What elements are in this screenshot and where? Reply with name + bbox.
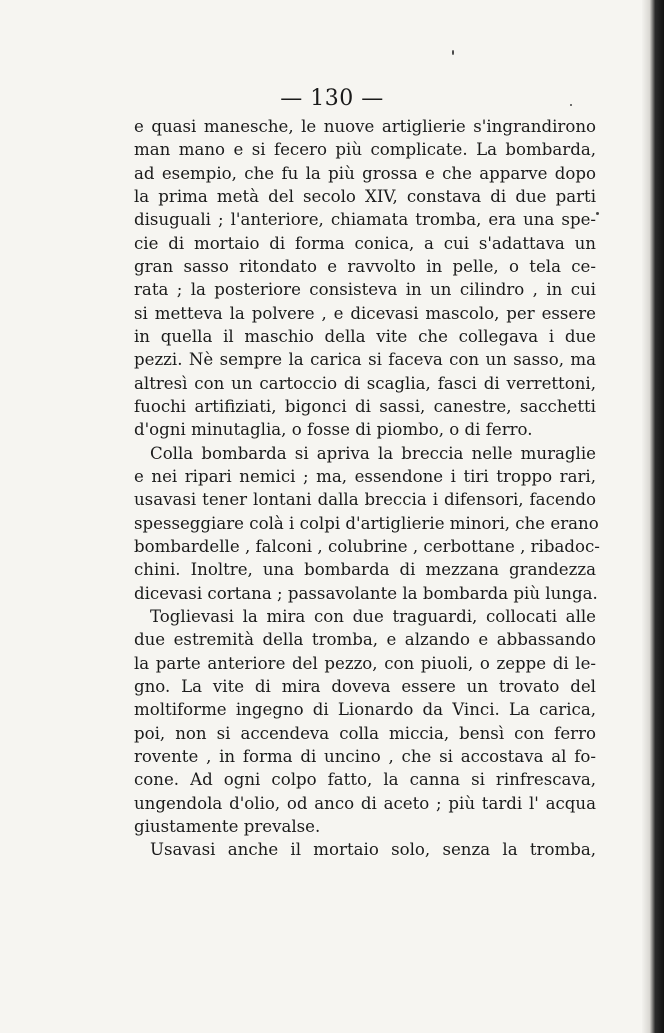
- paragraph: [134, 442, 600, 605]
- text-line: la prima metà del secolo XIV, constava di due parti: [134, 186, 596, 206]
- text-line: rovente , in forma di uncino , che si accostava al fo-: [134, 746, 596, 766]
- text-line: bombardelle , falconi , colubrine , cerbottane , ribadoc-: [134, 536, 600, 556]
- text-line: spesseggiare colà i colpi d'artiglierie minori, che erano: [134, 513, 599, 533]
- text-line: usavasi tener lontani dalla breccia i difensori, facendo: [134, 490, 596, 510]
- page-number: — 130 —: [280, 86, 384, 111]
- text-line: d'ogni minutaglia, o fosse di piombo, o di ferro.: [134, 420, 533, 440]
- text-line: Colla bombarda si apriva la breccia nelle muraglie: [150, 443, 596, 463]
- text-line: gno. La vite di mira doveva essere un trovato del: [134, 676, 596, 696]
- paragraph: [134, 115, 596, 442]
- text-line: disuguali ; l'anteriore, chiamata tromba, era una spe-: [134, 210, 596, 230]
- text-line: Usavasi anche il mortaio solo, senza la tromba,: [150, 840, 596, 860]
- text-line: cie di mortaio di forma conica, a cui s'adattava un: [134, 233, 596, 253]
- ink-speck: [452, 50, 454, 55]
- text-line: due estremità della tromba, e alzando e abbassando: [134, 630, 596, 650]
- text-line: giustamente prevalse.: [134, 816, 321, 836]
- ink-speck: [596, 212, 599, 215]
- text-line: poi, non si accendeva colla miccia, bensì con ferro: [134, 723, 596, 743]
- text-line: ad esempio, che fu la più grossa e che apparve dopo: [134, 163, 596, 183]
- text-line: pezzi. Nè sempre la carica si faceva con un sasso, ma: [134, 350, 596, 370]
- paragraph: [134, 838, 596, 861]
- text-line: la parte anteriore del pezzo, con piuoli, o zeppe di le-: [134, 653, 596, 673]
- text-line: altresì con un cartoccio di scaglia, fasci di verrettoni,: [134, 373, 596, 393]
- text-line: dicevasi cortana ; passavolante la bombarda più lunga.: [134, 583, 598, 603]
- text-line: e quasi manesche, le nuove artiglierie s'ingrandirono: [134, 117, 596, 136]
- text-line: fuochi artifiziati, bigonci di sassi, canestre, sacchetti: [134, 396, 596, 416]
- text-line: si metteva la polvere , e dicevasi mascolo, per essere: [134, 303, 596, 323]
- text-line: moltiforme ingegno di Lionardo da Vinci. La carica,: [134, 700, 596, 720]
- text-line: Toglievasi la mira con due traguardi, collocati alle: [150, 606, 596, 626]
- page-binding-edge: [642, 0, 664, 1033]
- text-line: ungendola d'olio, od anco di aceto ; più tardi l' acqua: [134, 793, 596, 813]
- paragraph: [134, 605, 596, 838]
- text-line: man mano e si fecero più complicate. La bombarda,: [134, 140, 596, 160]
- text-line: e nei ripari nemici ; ma, essendone i tiri troppo rari,: [134, 466, 596, 486]
- text-line: in quella il maschio della vite che collegava i due: [134, 326, 596, 346]
- text-line: chini. Inoltre, una bombarda di mezzana grandezza: [134, 560, 596, 580]
- body-text: [134, 115, 600, 862]
- text-line: gran sasso ritondato e ravvolto in pelle, o tela ce-: [134, 256, 596, 276]
- text-line: cone. Ad ogni colpo fatto, la canna si rinfrescava,: [134, 770, 596, 790]
- text-line: rata ; la posteriore consisteva in un cilindro , in cui: [134, 280, 596, 300]
